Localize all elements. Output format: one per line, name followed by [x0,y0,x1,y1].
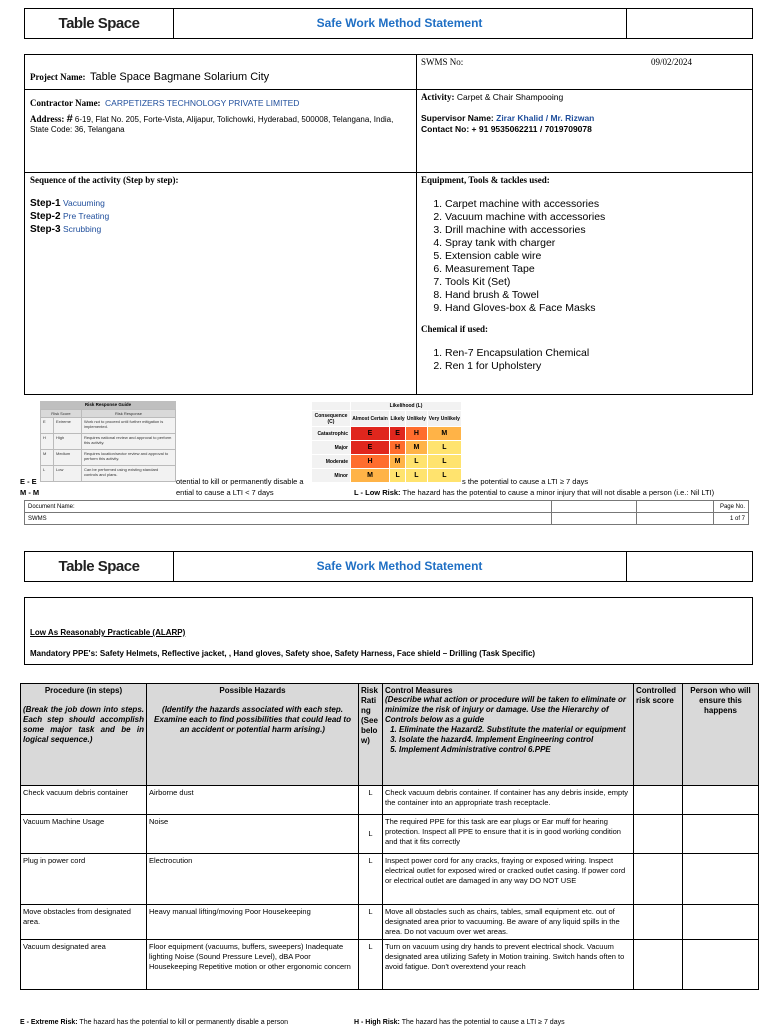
contractor-name [30,93,410,111]
footer-page-label: Page No. [714,501,749,513]
consequence-title: Consequence (C) [312,411,351,427]
person-cell [683,905,759,940]
sequence-steps [30,197,400,236]
hazards-title: Possible Hazards [219,686,286,695]
footer-doc-value: SWMS [25,513,552,525]
matrix-cell: M [351,469,390,483]
footer-empty [637,513,714,525]
bottom-legend-h [354,1019,565,1026]
legend-m-prefix: M - M [20,488,40,497]
matrix-cell: H [389,441,405,455]
bottom-h-label: H - High Risk: [354,1019,400,1026]
equipment-item: 9. Hand Gloves-box & Face Masks [445,302,765,315]
alarp-box [24,597,753,665]
hazards-header [147,684,359,786]
hazards-desc: (Identify the hazards associated with each step. Examine each to find possibilities that could lead to an accident or potential harm arising.) [154,705,351,734]
likelihood-title: Likelihood (L) [351,402,462,411]
matrix-col-header: Likely [389,411,405,427]
controlled-cell [634,940,683,990]
matrix-row [312,469,462,483]
matrix-cell: E [351,427,390,441]
chemical-item: 2. Ren 1 for Upholstery [445,360,765,373]
supervisor-label: Supervisor Name: [421,113,494,123]
controlled-header: Controlled risk score [634,684,683,786]
legend-l-label: L - Low Risk: [354,488,401,497]
project-name-value: Table Space Bagmane Solarium City [90,71,270,83]
matrix-col-header: Almost Certain [351,411,390,427]
contractor-name-label: Contractor Name: [30,98,101,108]
risk-guide-row [41,466,176,482]
risk-resp: Requires location/sector review and approval to perform this activity. [81,450,175,466]
matrix-row-label: Moderate [312,455,351,469]
header-bar [24,8,753,39]
contractor-name-value: CARPETIZERS TECHNOLOGY PRIVATE LIMITED [105,98,300,108]
hazards-cell: Floor equipment (vacuums, buffers, sweepers) Inadequate lighting Noise (Sound Pressure Level), dBA Poor Housekeeping Repetitive motion or other ergonomic concern [147,940,359,990]
risk-header: Risk Rating (See below) [359,684,383,786]
matrix-cell: M [389,455,405,469]
controlled-cell [634,815,683,854]
swms-date: 09/02/2024 [651,57,693,67]
contact-label: Contact No: [421,124,470,134]
control-cell: Move all obstacles such as chairs, tables, small equipment etc. out of designated area prior to vacuuming. Be aware of any liquid spills in the area. Do not vacuum over wet areas. [383,905,634,940]
step-value: Scrubbing [62,224,102,234]
matrix-cell: L [427,441,461,455]
person-cell [683,815,759,854]
control-cell: Inspect power cord for any cracks, fraying or exposed wiring. Inspect electrical outlet for exposed wired or cracked outlet casing. If power cord or electrical outlet are damaged in any way DO NOT USE [383,854,634,905]
page-title: Safe Work Method Statement [316,16,483,30]
logo: Table Space [58,558,140,575]
matrix-row-label: Major [312,441,351,455]
legend-h-tail: s the potential to cause a LTI ≥ 7 days [462,477,589,486]
procedure-cell: Vacuum designated area [21,940,147,990]
step-1 [30,197,400,210]
matrix-corner [312,402,351,411]
footer-empty [552,501,637,513]
legend-l-text: The hazard has the potential to cause a minor injury that will not disable a person (i.e.: Nil LTI) [402,488,715,497]
person-header: Person who will ensure this happens [683,684,759,786]
chemical-item: 1. Ren-7 Encapsulation Chemical [445,347,765,360]
table-row [21,854,759,905]
risk-guide-row [41,434,176,450]
procedure-desc: (Break the job down into steps. Each step should accomplish some major task and be in logical sequence.) [23,705,144,744]
risk-guide-row [41,418,176,434]
step-value: Pre Treating [62,211,110,221]
risk-guide-table [40,409,176,482]
step-label: Step-2 [30,211,61,222]
footer-doc-label: Document Name: [25,501,552,513]
risk-cell: L [359,786,383,815]
equipment-item: 6. Measurement Tape [445,263,765,276]
matrix-cell: M [406,441,428,455]
bottom-e-label: E - Extreme Risk: [20,1019,78,1026]
matrix-row-label: Catastrophic [312,427,351,441]
legend-m-tail: ential to cause a LTI < 7 days [176,488,274,497]
risk-name: Low [54,466,82,482]
matrix-cell: L [389,469,405,483]
risk-name: High [54,434,82,450]
matrix-col-header: Unlikely [406,411,428,427]
step-value: Vacuuming [62,198,105,208]
risk-cell: L [359,940,383,990]
activity [421,92,746,102]
sequence-heading: Sequence of the activity (Step by step): [30,175,179,185]
supervisor-value: Zirar Khalid / Mr. Rizwan [496,113,595,123]
risk-guide-col2: Risk Response [81,410,175,418]
matrix-table [311,401,462,483]
header-bar-2 [24,551,753,582]
procedure-cell: Check vacuum debris container [21,786,147,815]
hazards-cell: Noise [147,815,359,854]
contractor-address [30,114,410,135]
step-2 [30,210,400,223]
step-label: Step-1 [30,198,61,209]
legend-l [354,488,714,497]
logo-cell [25,9,174,38]
control-item: 3. Isolate the hazard4. Implement Engineering control [399,735,631,745]
equipment-item: 7. Tools Kit (Set) [445,276,765,289]
control-cell: Turn on vacuum using dry hands to prevent electrical shock. Vacuum designated area utilizing Safety in Motion training. Switch hands often to avoid fatigue. Don't overextend your reach [383,940,634,990]
hazards-cell: Airborne dust [147,786,359,815]
contact [421,124,746,134]
equipment-item: 5. Extension cable wire [445,250,765,263]
risk-resp: Requires national review and approval to perform this activity. [81,434,175,450]
table-row [21,815,759,854]
equipment-item: 3. Drill machine with accessories [445,224,765,237]
footer-empty [637,501,714,513]
alarp-title: Low As Reasonably Practicable (ALARP) [30,628,186,637]
step-3 [30,223,400,236]
address-label: Address: [30,114,65,124]
control-item: 1. Eliminate the Hazard2. Substitute the material or equipment [399,725,631,735]
footer-empty [552,513,637,525]
table-row [21,905,759,940]
page1-footer [24,500,749,525]
risk-cell: L [359,815,383,854]
matrix-cell: M [427,427,461,441]
risk-name: Extreme [54,418,82,434]
grid-divider-h2 [25,172,752,173]
mandatory-ppe: Mandatory PPE's: Safety Helmets, Reflective jacket, , Hand gloves, Safety shoe, Safety Harness, Face shield – Drilling (Task Specific) [30,649,536,658]
procedure-table [20,683,759,990]
procedure-cell: Plug in power cord [21,854,147,905]
matrix-cell: L [427,455,461,469]
legend-e-prefix: E - E [20,477,37,486]
risk-response-guide [40,401,176,482]
equipment-item: 8. Hand brush & Towel [445,289,765,302]
logo: Table Space [58,15,140,32]
footer-page-value: 1 of 7 [714,513,749,525]
swms-no-label: SWMS No: [421,57,464,67]
person-cell [683,786,759,815]
person-cell [683,940,759,990]
procedure-header [21,684,147,786]
procedure-cell: Move obstacles from designated area. [21,905,147,940]
legend-e-tail: otential to kill or permanently disable a [176,477,304,486]
table-row [21,940,759,990]
header-divider [626,552,627,581]
controlled-cell [634,905,683,940]
hazards-cell: Heavy manual lifting/moving Poor Housekeeping [147,905,359,940]
bottom-h-text: The hazard has the potential to cause a LTI ≥ 7 days [401,1019,565,1026]
risk-resp: Work not to proceed until further mitigation is implemented. [81,418,175,434]
control-cell: The required PPE for this task are ear plugs or Ear muff for hearing protection. Inspect all PPE to ensure that it is in good working condition and that it fits correctly [383,815,634,854]
risk-guide-col1: Risk Score [41,410,82,418]
address-hash: # [66,113,73,125]
project-name-label: Project Name: [30,72,86,82]
contact-value: + 91 9535062211 / 7019709078 [471,124,592,134]
matrix-row [312,441,462,455]
project-name [30,67,410,85]
header-empty-cell [626,9,627,38]
chemical-heading: Chemical if used: [421,324,488,334]
matrix-cell: L [406,455,428,469]
logo-cell [25,552,174,581]
risk-code: E [41,418,54,434]
activity-value: Carpet & Chair Shampooing [456,92,564,102]
equipment-item: 4. Spray tank with charger [445,237,765,250]
matrix-col-header: Very Unlikely [427,411,461,427]
risk-guide-row [41,450,176,466]
matrix-cell: E [389,427,405,441]
matrix-row [312,455,462,469]
hazards-cell: Electrocution [147,854,359,905]
person-cell [683,854,759,905]
controlled-cell [634,854,683,905]
equipment-item: 1. Carpet machine with accessories [445,198,765,211]
matrix-row-label: Minor [312,469,351,483]
control-desc: (Describe what action or procedure will be taken to eliminate or minimize the risk of injury or damage. Use the Hierarchy of Controls below as a guide [385,695,626,724]
matrix-cell: H [406,427,428,441]
matrix-cell: L [406,469,428,483]
equipment-item: 2. Vacuum machine with accessories [445,211,765,224]
equipment-list [415,198,765,315]
risk-code: M [41,450,54,466]
risk-code: H [41,434,54,450]
risk-name: Medium [54,450,82,466]
equipment-heading: Equipment, Tools & tackles used: [421,175,550,185]
risk-code: L [41,466,54,482]
matrix-cell: H [351,455,390,469]
risk-cell: L [359,854,383,905]
controlled-cell [634,786,683,815]
procedure-title: Procedure (in steps) [44,686,123,695]
chemical-list [415,347,765,373]
matrix-cell: E [351,441,390,455]
activity-label: Activity: [421,92,455,102]
bottom-legend-e [20,1019,288,1026]
matrix-cell: L [427,469,461,483]
step-label: Step-3 [30,224,61,235]
control-header [383,684,634,786]
risk-cell: L [359,905,383,940]
control-cell: Check vacuum debris container. If container has any debris inside, empty the container into an appropriate trash receptacle. [383,786,634,815]
bottom-e-text: The hazard has the potential to kill or permanently disable a person [79,1019,288,1026]
table-row [21,786,759,815]
control-item: 5. Implement Administrative control 6.PPE [399,745,631,755]
info-grid [24,54,753,395]
matrix-row [312,427,462,441]
grid-divider-h1 [25,89,752,90]
control-title: Control Measures [385,686,453,695]
risk-resp: Can be performed using existing standard controls and plans. [81,466,175,482]
procedure-cell: Vacuum Machine Usage [21,815,147,854]
supervisor [421,113,746,123]
address-value: 6-19, Flat No. 205, Forte-Vista, Alijapur, Tolichowki, Hyderabad, 500008, Telangana, India, State Code: 36, Telangana [30,115,394,134]
risk-guide-title: Risk Response Guide [40,401,176,409]
page-title: Safe Work Method Statement [316,559,483,573]
consequence-matrix [311,401,462,483]
